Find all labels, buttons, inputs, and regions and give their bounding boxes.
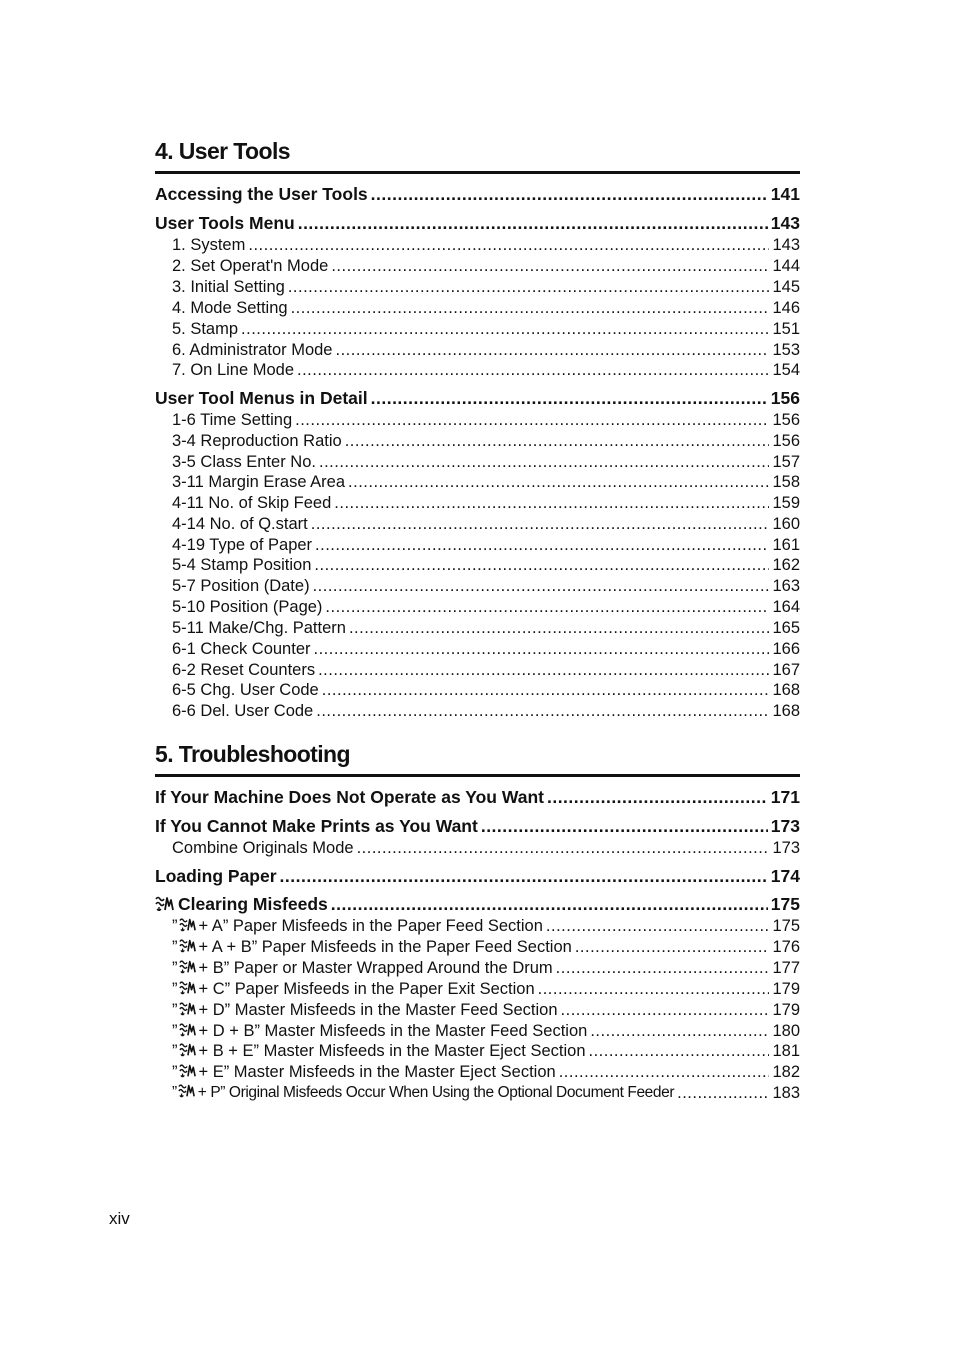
toc-subentry[interactable] (172, 955, 800, 977)
toc-entry-title: + C” Paper Misfeeds in the Paper Exit Section (198, 980, 535, 998)
toc-entry-title: 2. Set Operat'n Mode (172, 257, 329, 275)
toc-entry-title: 6-2 Reset Counters (172, 661, 316, 679)
toc-entry-title: + A + B” Paper Misfeeds in the Paper Feed Section (198, 938, 572, 956)
quote-mark: ” (172, 917, 178, 935)
toc-entry-page: 167 (772, 661, 800, 679)
quote-mark: ” (172, 1084, 177, 1101)
toc-entry-title: + B” Paper or Master Wrapped Around the Drum (198, 959, 553, 977)
toc-subentry[interactable] (172, 232, 800, 254)
misfeed-icon (179, 959, 196, 974)
toc-entry-page: 165 (772, 619, 800, 637)
toc-entry-page: 161 (772, 536, 800, 554)
toc-entry[interactable] (155, 210, 800, 232)
toc-entry-page: 156 (770, 388, 800, 408)
toc-entry[interactable] (155, 385, 800, 407)
toc-subentry[interactable] (172, 511, 800, 533)
toc-entry-title: + E” Master Misfeeds in the Master Eject Section (198, 1063, 556, 1081)
toc-entry-title: Combine Originals Mode (172, 839, 354, 857)
toc-entry-page: 143 (770, 213, 800, 233)
toc-entry-page: 143 (772, 236, 800, 254)
misfeed-icon (179, 1022, 196, 1037)
toc-entry-title: If Your Machine Does Not Operate as You Want (155, 787, 544, 807)
toc-entry-page: 162 (772, 556, 800, 574)
quote-mark: ” (172, 1042, 178, 1060)
toc-entry-title: If You Cannot Make Prints as You Want (155, 816, 478, 836)
toc-entry-title: 3-4 Reproduction Ratio (172, 432, 342, 450)
toc-entry-title: User Tools Menu (155, 213, 295, 233)
chapter-rule (155, 171, 800, 174)
chapter-title: 4. User Tools (155, 138, 290, 164)
toc-entry-title: 7. On Line Mode (172, 361, 294, 379)
toc-entry-page: 153 (772, 341, 800, 359)
misfeed-icon (179, 1063, 196, 1078)
toc-entry-page: 183 (772, 1084, 800, 1102)
toc-subentry[interactable] (172, 573, 800, 595)
toc-entry-title: User Tool Menus in Detail (155, 388, 368, 408)
toc-entry-page: 157 (772, 453, 800, 471)
toc-entry-title: + D” Master Misfeeds in the Master Feed Section (198, 1001, 558, 1019)
toc-subentry[interactable] (172, 934, 800, 956)
toc-entry-title: 3. Initial Setting (172, 278, 285, 296)
toc-entry-title: 6-6 Del. User Code (172, 702, 314, 720)
toc-entry-title: 3-11 Margin Erase Area (172, 473, 346, 491)
toc-entry-page: 156 (772, 432, 800, 450)
toc-entry-title: + D + B” Master Misfeeds in the Master Feed Section (198, 1022, 588, 1040)
toc-entry-title: 4-11 No. of Skip Feed (172, 494, 332, 512)
toc-entry-title: 3-5 Class Enter No. (172, 453, 316, 471)
toc-entry-page: 174 (770, 866, 800, 886)
toc-entry-page: 181 (772, 1042, 800, 1060)
toc-subentry[interactable] (172, 594, 800, 616)
toc-subentry[interactable] (172, 657, 800, 679)
toc-subentry[interactable] (172, 253, 800, 275)
toc-subentry[interactable] (172, 532, 800, 554)
toc-entry-page: 176 (772, 938, 800, 956)
toc-entry-title: + B + E” Master Misfeeds in the Master Eject Section (198, 1042, 586, 1060)
toc-entry-title: Accessing the User Tools (155, 184, 368, 204)
toc-subentry[interactable] (172, 913, 800, 935)
toc-subentry[interactable] (172, 835, 800, 857)
toc-subentry[interactable] (172, 1080, 800, 1102)
misfeed-icon (179, 1042, 196, 1057)
toc-subentry[interactable] (172, 976, 800, 998)
toc-subentry[interactable] (172, 1038, 800, 1060)
toc-subentry[interactable] (172, 449, 800, 471)
toc-entry-title: Loading Paper (155, 866, 277, 886)
toc-entry-page: 173 (770, 816, 800, 836)
toc-entry-title: 6-5 Chg. User Code (172, 681, 319, 699)
toc-entry-page: 168 (772, 702, 800, 720)
toc-entry-title: 5-10 Position (Page) (172, 598, 323, 616)
quote-mark: ” (172, 1022, 178, 1040)
toc-entry-page: 166 (772, 640, 800, 658)
toc-entry[interactable] (155, 891, 800, 913)
toc-entry-title: + A” Paper Misfeeds in the Paper Feed Section (198, 917, 543, 935)
toc-subentry[interactable] (172, 997, 800, 1019)
chapter-rule (155, 774, 800, 777)
toc-subentry[interactable] (172, 677, 800, 699)
toc-entry[interactable] (155, 863, 800, 885)
misfeed-icon (179, 917, 196, 932)
toc-entry-title: 6-1 Check Counter (172, 640, 311, 658)
toc-subentry[interactable] (172, 469, 800, 491)
toc-entry-page: 168 (772, 681, 800, 699)
misfeed-icon (155, 896, 174, 911)
toc-entry-page: 179 (772, 1001, 800, 1019)
toc-entry-title: 4. Mode Setting (172, 299, 288, 317)
misfeed-icon (178, 1083, 195, 1098)
toc-entry-title: 6. Administrator Mode (172, 341, 333, 359)
toc-subentry[interactable] (172, 490, 800, 512)
quote-mark: ” (172, 980, 178, 998)
misfeed-icon (179, 1001, 196, 1016)
toc-entry-page: 164 (772, 598, 800, 616)
toc-entry-page: 141 (770, 184, 800, 204)
toc-entry-title: 5-7 Position (Date) (172, 577, 310, 595)
toc-entry[interactable] (155, 784, 800, 806)
misfeed-icon (179, 938, 196, 953)
toc-entry-title: 5. Stamp (172, 320, 239, 338)
toc-entry-page: 182 (772, 1063, 800, 1081)
toc-entry-page: 173 (772, 839, 800, 857)
toc-entry-page: 144 (772, 257, 800, 275)
toc-subentry[interactable] (172, 337, 800, 359)
toc-subentry[interactable] (172, 698, 800, 720)
quote-mark: ” (172, 1063, 178, 1081)
quote-mark: ” (172, 959, 178, 977)
chapter-title: 5. Troubleshooting (155, 741, 350, 767)
toc-subentry[interactable] (172, 357, 800, 379)
misfeed-icon (179, 980, 196, 995)
chapter-heading (155, 742, 800, 777)
toc-entry-title: + P” Original Misfeeds Occur When Using the Optional Document Feeder (197, 1084, 675, 1101)
toc-entry[interactable] (155, 813, 800, 835)
toc-entry[interactable] (155, 181, 800, 203)
toc-subentry[interactable] (172, 428, 800, 450)
toc-entry-page: 179 (772, 980, 800, 998)
toc-subentry[interactable] (172, 316, 800, 338)
toc-entry-page: 156 (772, 411, 800, 429)
toc-subentry[interactable] (172, 636, 800, 658)
toc-subentry[interactable] (172, 274, 800, 296)
toc-entry-title: 5-4 Stamp Position (172, 556, 312, 574)
toc-entry-page: 177 (772, 959, 800, 977)
toc-entry-page: 180 (772, 1022, 800, 1040)
toc-entry-title: 5-11 Make/Chg. Pattern (172, 619, 346, 637)
page-folio: xiv (109, 1209, 130, 1228)
toc-entry-page: 160 (772, 515, 800, 533)
toc-entry-title: 4-19 Type of Paper (172, 536, 313, 554)
toc-entry-title: 1. System (172, 236, 246, 254)
toc-entry-title: 4-14 No. of Q.start (172, 515, 308, 533)
chapter-heading (155, 139, 800, 174)
toc-entry-title: Clearing Misfeeds (178, 894, 328, 914)
toc-subentry[interactable] (172, 407, 800, 429)
toc-entry-page: 171 (770, 787, 800, 807)
toc-entry-page: 175 (772, 917, 800, 935)
toc-entry-title: 1-6 Time Setting (172, 411, 293, 429)
toc-entry-page: 159 (772, 494, 800, 512)
toc-subentry[interactable] (172, 1059, 800, 1081)
toc-entry-page: 175 (770, 894, 800, 914)
toc-entry-page: 146 (772, 299, 800, 317)
toc-entry-page: 163 (772, 577, 800, 595)
quote-mark: ” (172, 938, 178, 956)
toc-subentry[interactable] (172, 1018, 800, 1040)
toc-entry-page: 154 (772, 361, 800, 379)
toc-entry-page: 145 (772, 278, 800, 296)
toc-subentry[interactable] (172, 295, 800, 317)
quote-mark: ” (172, 1001, 178, 1019)
toc-entry-page: 158 (772, 473, 800, 491)
toc-subentry[interactable] (172, 552, 800, 574)
toc-subentry[interactable] (172, 615, 800, 637)
toc-entry-page: 151 (772, 320, 800, 338)
